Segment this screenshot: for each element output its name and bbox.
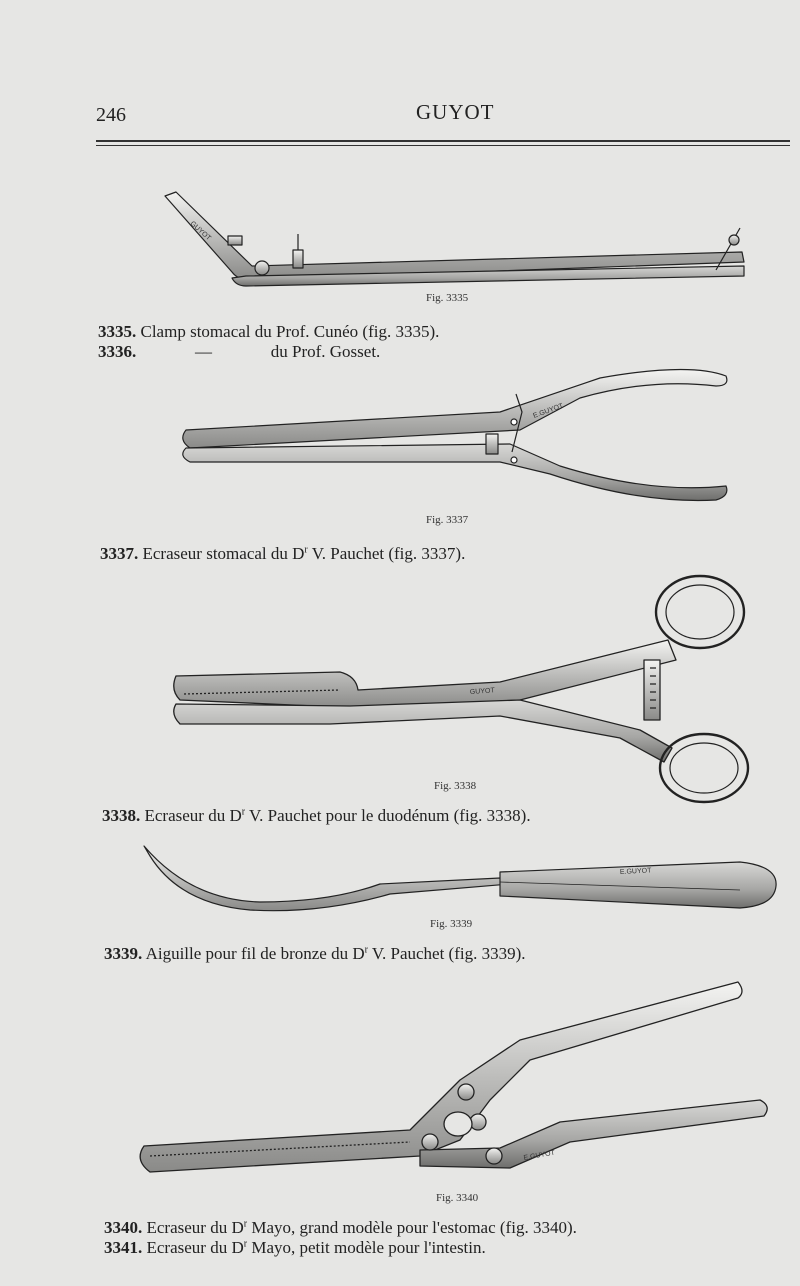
fig-label: Fig. 3339 [430,918,473,930]
running-head: GUYOT [416,100,495,124]
fig-label: Fig. 3338 [434,780,477,792]
fig-label: Fig. 3340 [436,1192,479,1204]
item-text: V. Pauchet (fig. 3337). [307,544,466,563]
doctor-superscript: r [241,806,246,818]
item-number: 3339. [104,944,143,963]
duodenum-engraving: GUYOT [469,687,495,696]
clamp-engraving: GUYOT [188,220,212,243]
doctor-superscript: r [243,1218,248,1230]
item-text: Ecraseur stomacal du D [142,544,305,563]
ecraseur-engraving: E.GUYOT [532,402,565,420]
caption-line [104,1238,486,1258]
item-text: V. Pauchet (fig. 3339). [367,944,526,963]
item-text: Ecraseur du D [146,1238,244,1257]
fig-label: Fig. 3337 [426,514,469,526]
item-text: V. Pauchet pour le duodénum (fig. 3338). [245,806,531,825]
doctor-superscript: r [304,544,308,556]
item-number: 3337. [100,544,139,563]
item-text: Mayo, petit modèle pour l'intestin. [247,1238,486,1257]
item-text: Clamp stomacal du Prof. Cunéo (fig. 3335). [140,322,440,341]
item-text: Mayo, grand modèle pour l'estomac (fig. 3340). [247,1218,577,1237]
item-text: Ecraseur du D [146,1218,244,1237]
doctor-superscript: r [243,1238,248,1250]
item-number: 3340. [104,1218,143,1237]
ditto-dash: — [195,342,212,361]
item-number: 3336. [98,342,137,361]
item-text: du Prof. Gosset. [270,342,381,361]
item-text: Aiguille pour fil de bronze du D [145,944,365,963]
aiguille-engraving: E.GUYOT [619,867,652,876]
page-number: 246 [96,104,126,126]
item-number: 3335. [98,322,137,341]
fig-label: Fig. 3335 [426,292,469,304]
item-number: 3338. [102,806,141,825]
doctor-superscript: r [364,944,368,956]
item-text: Ecraseur du D [144,806,242,825]
mayo-engraving: E.GUYOT [523,1149,556,1162]
item-number: 3341. [104,1238,143,1257]
caption-line [104,1218,577,1238]
